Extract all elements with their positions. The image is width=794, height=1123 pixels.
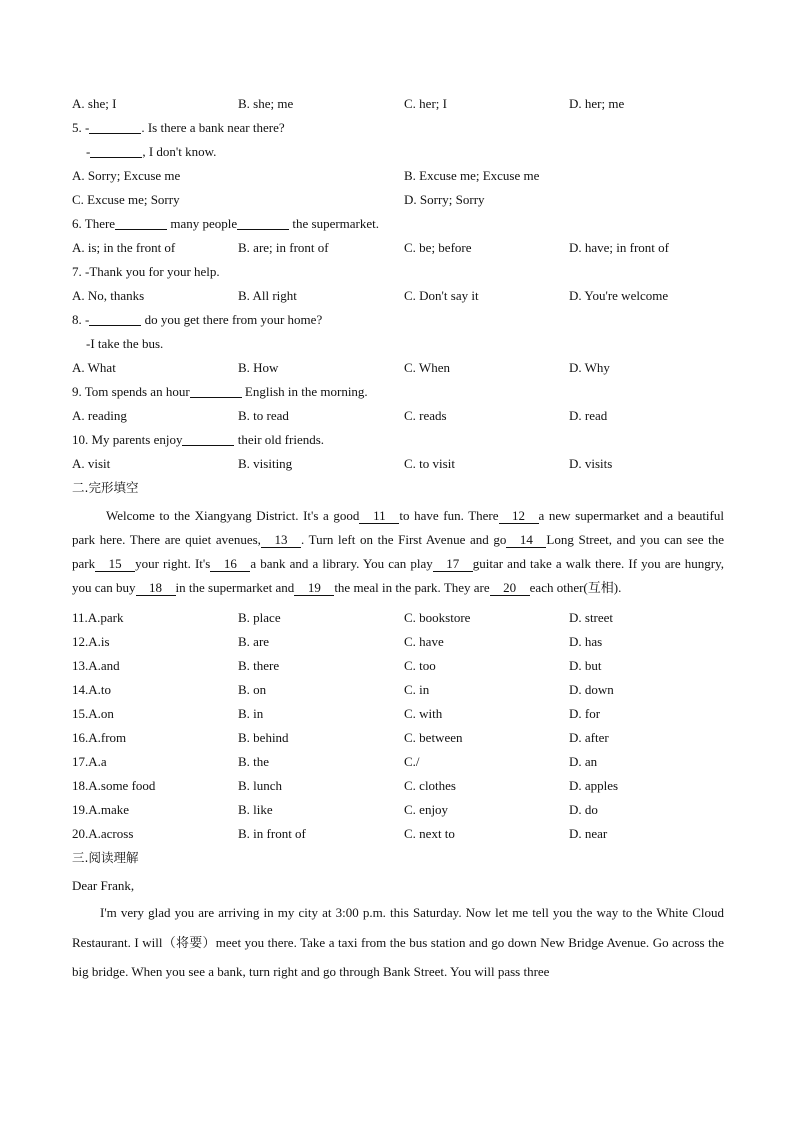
q10-question: 10. My parents enjoy their old friends. bbox=[72, 432, 325, 447]
q8-option-a[interactable]: A. What bbox=[72, 360, 116, 375]
q5-option-a[interactable]: A. Sorry; Excuse me bbox=[72, 168, 181, 183]
q8-options bbox=[72, 356, 724, 380]
q9-options bbox=[72, 404, 724, 428]
q5-option-b[interactable]: B. Excuse me; Excuse me bbox=[404, 168, 540, 183]
letter-greeting: Dear Frank, bbox=[72, 878, 135, 893]
cloze-options-17 bbox=[72, 750, 724, 774]
cloze-blank-18[interactable]: 18 bbox=[136, 581, 176, 596]
q20-option-c[interactable]: C. next to bbox=[404, 826, 455, 841]
q8-blank[interactable] bbox=[89, 312, 141, 326]
cloze-options-15 bbox=[72, 702, 724, 726]
q20-option-b[interactable]: B. in front of bbox=[238, 826, 306, 841]
q9-blank[interactable] bbox=[190, 384, 242, 398]
cloze-options-19 bbox=[72, 798, 724, 822]
cloze-options-18 bbox=[72, 774, 724, 798]
q5-question: 5. - . Is there a bank near there? bbox=[72, 120, 285, 135]
q6-options bbox=[72, 236, 724, 260]
q5-option-d[interactable]: D. Sorry; Sorry bbox=[404, 192, 485, 207]
q11-option-a[interactable]: 11.A.park bbox=[72, 610, 124, 625]
q15-option-d[interactable]: D. for bbox=[569, 706, 601, 721]
cloze-blank-16[interactable]: 16 bbox=[210, 557, 250, 572]
q15-option-b[interactable]: B. in bbox=[238, 706, 264, 721]
q16-option-a[interactable]: 16.A.from bbox=[72, 730, 127, 745]
cloze-blank-11[interactable]: 11 bbox=[359, 509, 399, 524]
q17-option-a[interactable]: 17.A.a bbox=[72, 754, 107, 769]
q5-option-c[interactable]: C. Excuse me; Sorry bbox=[72, 192, 180, 207]
q6-question: 6. There many people the supermarket. bbox=[72, 216, 380, 231]
letter-body: I'm very glad you are arriving in my city at 3:00 p.m. this Saturday. Now let me tell you the way to the White Cloud Restaurant. I will（将要）meet you there. Take a taxi from the bus station and go down New Bridge Avenue. Go across the big bridge. When you see a bank, turn right and go through Bank Street. You will pass three bbox=[72, 905, 724, 979]
q12-option-b[interactable]: B. are bbox=[238, 634, 270, 649]
q19-option-d[interactable]: D. do bbox=[569, 802, 598, 817]
q7-option-a[interactable]: A. No, thanks bbox=[72, 288, 145, 303]
q9-option-d[interactable]: D. read bbox=[569, 408, 608, 423]
q6-option-c[interactable]: C. be; before bbox=[404, 240, 472, 255]
q9-question: 9. Tom spends an hour English in the morning. bbox=[72, 384, 368, 399]
q13-option-c[interactable]: C. too bbox=[404, 658, 436, 673]
q5-options-row1 bbox=[72, 164, 724, 188]
q11-option-b[interactable]: B. place bbox=[238, 610, 281, 625]
q8-option-c[interactable]: C. When bbox=[404, 360, 450, 375]
q6-blank-2[interactable] bbox=[237, 216, 289, 230]
q4-options bbox=[72, 92, 724, 116]
cloze-blank-15[interactable]: 15 bbox=[95, 557, 135, 572]
q8-option-b[interactable]: B. How bbox=[238, 360, 279, 375]
q8-option-d[interactable]: D. Why bbox=[569, 360, 610, 375]
q7-options bbox=[72, 284, 724, 308]
q10-option-a[interactable]: A. visit bbox=[72, 456, 111, 471]
cloze-options-14 bbox=[72, 678, 724, 702]
q18-option-d[interactable]: D. apples bbox=[569, 778, 619, 793]
q7-option-b[interactable]: B. All right bbox=[238, 288, 297, 303]
cloze-options-20 bbox=[72, 822, 724, 846]
cloze-blank-13[interactable]: 13 bbox=[261, 533, 301, 548]
q19-option-c[interactable]: C. enjoy bbox=[404, 802, 449, 817]
q10-option-b[interactable]: B. visiting bbox=[238, 456, 293, 471]
q11-option-d[interactable]: D. street bbox=[569, 610, 614, 625]
q13-option-a[interactable]: 13.A.and bbox=[72, 658, 120, 673]
q8-reply: -I take the bus. bbox=[86, 336, 164, 351]
q4-option-b[interactable]: B. she; me bbox=[238, 96, 294, 111]
q15-option-a[interactable]: 15.A.on bbox=[72, 706, 114, 721]
cloze-passage: Welcome to the Xiangyang District. It's a good 11 to have fun. There 12 a new supermarket and a beautiful park here. There are quiet avenues, 13 . Turn left on the First Avenue and go 14 Long Street, and you can see the park 15 your right. It's 16 a bank and a library. You can play 17 guitar and take a walk there. If you are hungry, you can buy 18 in the supermarket and 19 the meal in the park. They are 20 each other(互相). bbox=[72, 508, 725, 595]
q10-options bbox=[72, 452, 724, 476]
q12-option-a[interactable]: 12.A.is bbox=[72, 634, 110, 649]
cloze-blank-20[interactable]: 20 bbox=[490, 581, 530, 596]
q12-option-c[interactable]: C. have bbox=[404, 634, 444, 649]
worksheet-page bbox=[72, 92, 724, 987]
q20-option-d[interactable]: D. near bbox=[569, 826, 608, 841]
q10-option-c[interactable]: C. to visit bbox=[404, 456, 455, 471]
q7-option-c[interactable]: C. Don't say it bbox=[404, 288, 479, 303]
cloze-blank-12[interactable]: 12 bbox=[499, 509, 539, 524]
q18-option-b[interactable]: B. lunch bbox=[238, 778, 283, 793]
cloze-options-11 bbox=[72, 606, 724, 630]
q6-option-d[interactable]: D. have; in front of bbox=[569, 240, 670, 255]
q12-option-d[interactable]: D. has bbox=[569, 634, 603, 649]
q17-option-c[interactable]: C./ bbox=[404, 754, 420, 769]
q10-option-d[interactable]: D. visits bbox=[569, 456, 613, 471]
q4-option-c[interactable]: C. her; I bbox=[404, 96, 447, 111]
q5-blank-2[interactable] bbox=[90, 144, 142, 158]
q11-option-c[interactable]: C. bookstore bbox=[404, 610, 471, 625]
q16-option-c[interactable]: C. between bbox=[404, 730, 463, 745]
q4-option-a[interactable]: A. she; I bbox=[72, 96, 117, 111]
q18-option-a[interactable]: 18.A.some food bbox=[72, 778, 156, 793]
cloze-blank-19[interactable]: 19 bbox=[294, 581, 334, 596]
q17-option-d[interactable]: D. an bbox=[569, 754, 598, 769]
q9-option-c[interactable]: C. reads bbox=[404, 408, 447, 423]
q18-option-c[interactable]: C. clothes bbox=[404, 778, 456, 793]
cloze-blank-14[interactable]: 14 bbox=[506, 533, 546, 548]
section-2-title: 二.完形填空 bbox=[72, 480, 139, 495]
q13-option-b[interactable]: B. there bbox=[238, 658, 280, 673]
q19-option-a[interactable]: 19.A.make bbox=[72, 802, 130, 817]
q14-option-a[interactable]: 14.A.to bbox=[72, 682, 111, 697]
cloze-blank-17[interactable]: 17 bbox=[433, 557, 473, 572]
q6-option-b[interactable]: B. are; in front of bbox=[238, 240, 329, 255]
q14-option-d[interactable]: D. down bbox=[569, 682, 614, 697]
q10-blank[interactable] bbox=[182, 432, 234, 446]
q7-option-d[interactable]: D. You're welcome bbox=[569, 288, 669, 303]
q6-blank-1[interactable] bbox=[115, 216, 167, 230]
cloze-options-12 bbox=[72, 630, 724, 654]
q4-option-d[interactable]: D. her; me bbox=[569, 96, 625, 111]
q7-question: 7. -Thank you for your help. bbox=[72, 264, 220, 279]
q16-option-b[interactable]: B. behind bbox=[238, 730, 289, 745]
q16-option-d[interactable]: D. after bbox=[569, 730, 609, 745]
q14-option-b[interactable]: B. on bbox=[238, 682, 267, 697]
q8-question: 8. - do you get there from your home? bbox=[72, 312, 323, 327]
q17-option-b[interactable]: B. the bbox=[238, 754, 270, 769]
q5-reply: - , I don't know. bbox=[86, 144, 217, 159]
section-3-title: 三.阅读理解 bbox=[72, 850, 139, 865]
cloze-options-13 bbox=[72, 654, 724, 678]
q9-option-a[interactable]: A. reading bbox=[72, 408, 127, 423]
q9-option-b[interactable]: B. to read bbox=[238, 408, 289, 423]
cloze-options-16 bbox=[72, 726, 724, 750]
q20-option-a[interactable]: 20.A.across bbox=[72, 826, 134, 841]
q5-blank-1[interactable] bbox=[89, 120, 141, 134]
q5-options-row2 bbox=[72, 188, 724, 212]
q6-option-a[interactable]: A. is; in the front of bbox=[72, 240, 176, 255]
q13-option-d[interactable]: D. but bbox=[569, 658, 602, 673]
q14-option-c[interactable]: C. in bbox=[404, 682, 430, 697]
q19-option-b[interactable]: B. like bbox=[238, 802, 273, 817]
q15-option-c[interactable]: C. with bbox=[404, 706, 443, 721]
